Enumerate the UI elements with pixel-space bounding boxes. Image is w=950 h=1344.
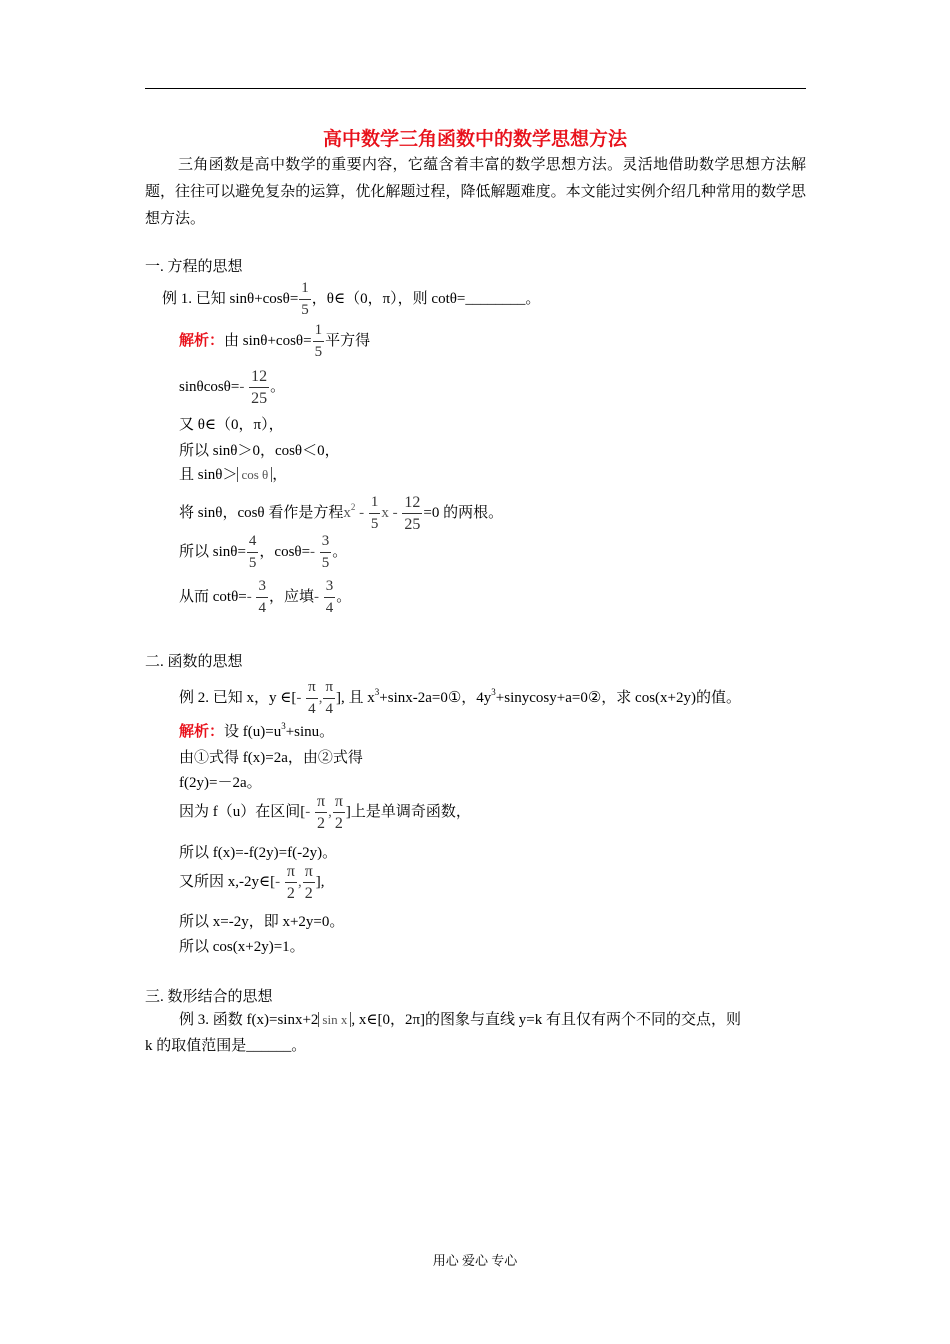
- fraction-pi-2: $\frac{\pi}{2}$: [286, 863, 295, 903]
- example-1-prefix: 例 1. 已知 sinθ+cosθ=: [162, 291, 299, 307]
- section-3-heading: 三. 数形结合的思想: [145, 989, 273, 1005]
- fraction-pi-2: $\frac{\pi}{2}$: [304, 863, 313, 903]
- analysis-label: 解析：: [179, 724, 225, 740]
- fraction-12-25: $\frac{12}{25}$: [251, 368, 268, 408]
- fraction-3-5: $\frac{3}{5}$: [321, 533, 330, 572]
- s1-analysis-line-3: 又 θ∈（0，π），: [179, 417, 284, 433]
- fraction-1-5: $\frac{1}{5}$: [301, 280, 309, 319]
- document-title: 高中数学三角函数中的数学思想方法: [322, 128, 627, 150]
- example-1: [162, 278, 540, 321]
- example-1-question: ，θ∈（0，π），则 cotθ=________。: [311, 291, 541, 307]
- fraction-1-5: $\frac{1}{5}$: [370, 494, 379, 533]
- fraction-pi-2: $\frac{\pi}{2}$: [317, 793, 326, 833]
- fraction-12-25: $\frac{12}{25}$: [404, 494, 421, 534]
- fraction-4-5: $\frac{4}{5}$: [248, 533, 257, 572]
- intro-paragraph: 三角函数是高中数学的重要内容，它蕴含着丰富的数学思想方法。灵活地借助数学思想方法解题，往往可以避免复杂的运算，优化解题过程，降低解题难度。本文能过实例介绍几种常用的数学思想方法。: [145, 157, 806, 227]
- s2-analysis-line-3: f(2y)=－2a。: [179, 775, 262, 791]
- abs-sin-x: sin x: [318, 1012, 351, 1027]
- fraction-3-4: $\frac{3}{4}$: [258, 578, 266, 617]
- analysis-label: 解析：: [179, 333, 225, 349]
- example-3-line-1: 例 3. 函数 f(x)=sinx+2 sin x , x∈[0，2π]的图象与直线 y=k 有且仅有两个不同的交点，则: [179, 1012, 741, 1028]
- s1-analysis-line-7: 所以 sinθ= $\frac{4}{5}$ ，cosθ=- $\frac{3}{5}$ 。: [179, 530, 347, 574]
- s1-analysis-line-4: 所以 sinθ＞0，cosθ＜0，: [179, 443, 340, 459]
- s1-analysis-line-5: 且 sinθ＞ cos θ ，: [179, 467, 288, 483]
- s2-analysis-line-5: 所以 f(x)=-f(2y)=f(-2y)。: [179, 845, 338, 861]
- s2-analysis-line-7: 所以 x=-2y，即 x+2y=0。: [179, 914, 345, 930]
- fraction-pi-4: $\frac{\pi}{4}$: [308, 679, 316, 718]
- s1-analysis-line-2: sinθcosθ=- $\frac{12}{25}$ 。: [179, 368, 286, 408]
- s2-analysis-line-8: 所以 cos(x+2y)=1。: [179, 939, 305, 955]
- section-2-heading: 二. 函数的思想: [145, 654, 243, 670]
- section-1-heading: 一. 方程的思想: [145, 259, 243, 275]
- page-footer: 用心 爱心 专心: [432, 1253, 518, 1268]
- example-3-line-2: k 的取值范围是______。: [145, 1038, 307, 1054]
- s2-analysis-line-1: 解析：设 $f(u)=u^3+\sin u$。: [179, 721, 335, 740]
- abs-cos-theta: cos θ: [237, 467, 272, 482]
- s2-analysis-line-2: 由①式得 f(x)=2a，由②式得: [179, 750, 363, 766]
- fraction-pi-4: $\frac{\pi}{4}$: [325, 679, 334, 718]
- s2-analysis-line-4: 因为 f（u）在区间[- $\frac{\pi}{2}$ , $\frac{\pi}{2}$ ]上是单调奇函数，: [179, 793, 471, 833]
- example-2: 例 2. 已知 x，y ∈[- $\frac{\pi}{4}$ , $\frac{\pi}{4}$ ], 且 $x^3+\sin x-2a=0①$，$4y^3+sinycosy+a=0②$，求 cos(x+2y)的值。: [179, 670, 741, 720]
- s1-analysis-line-1: 解析：由 sinθ+cosθ= $\frac{1}{5}$ 平方得: [179, 320, 370, 363]
- header-rule: [145, 88, 806, 89]
- s1-analysis-line-8: 从而 cotθ=- $\frac{3}{4}$ ，应填- $\frac{3}{4}$ 。: [179, 575, 351, 619]
- fraction-3-4: $\frac{3}{4}$: [325, 578, 334, 617]
- fraction-1-5: $\frac{1}{5}$: [314, 322, 323, 361]
- fraction-pi-2: $\frac{\pi}{2}$: [334, 793, 343, 833]
- s2-analysis-line-6: 又所因 x,-2y∈[- $\frac{\pi}{2}$ , $\frac{\pi}{2}$ ],: [179, 863, 325, 903]
- s1-analysis-line-6: 将 sinθ，cosθ 看作是方程$x^2$ - $\frac{1}{5}$ x - $\frac{12}{25}$ =0 的两根。: [179, 494, 504, 534]
